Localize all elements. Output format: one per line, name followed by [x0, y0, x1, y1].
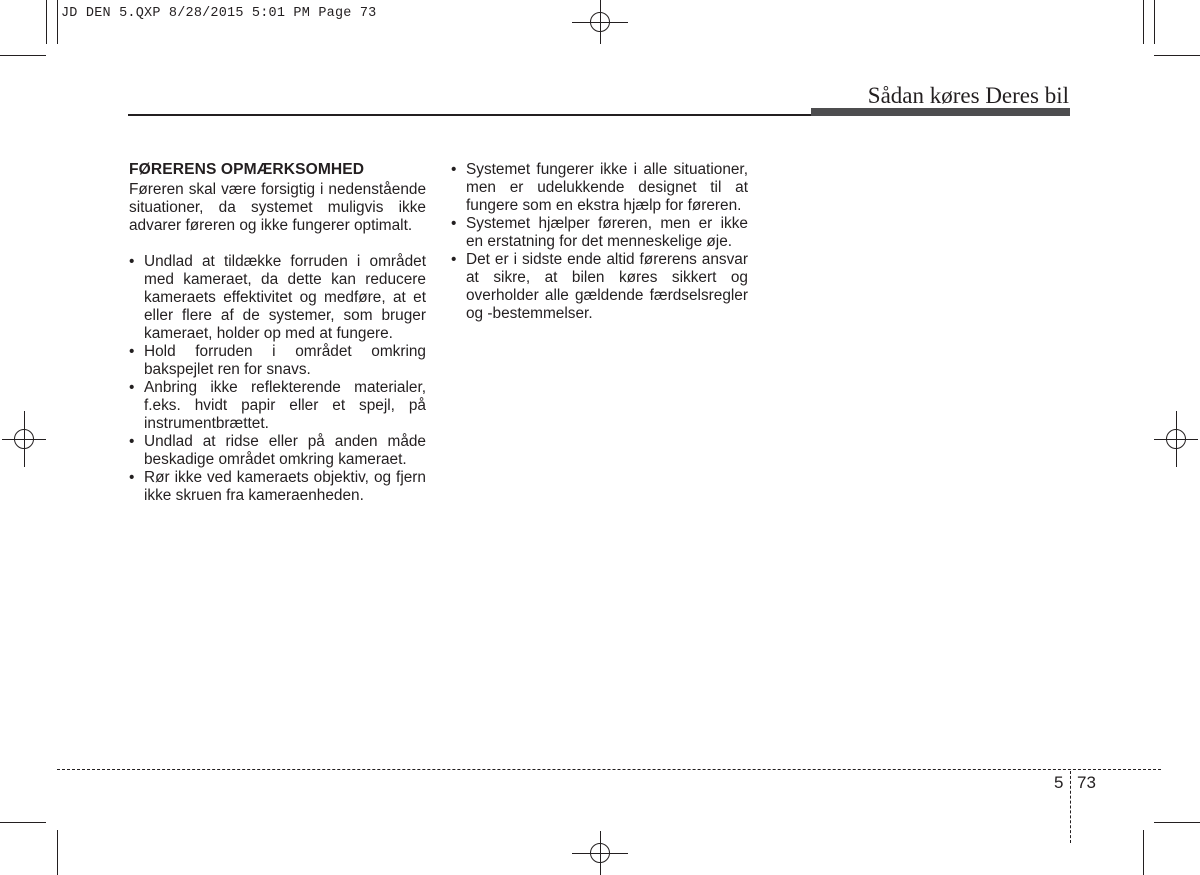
- list-item-text: Anbring ikke reflekterende materialer, f.eks. hvidt papir eller et spejl, på instrumentbrættet.: [144, 379, 426, 432]
- list-item: [451, 215, 748, 251]
- crop-mark-top-left-v2: [57, 0, 58, 44]
- registration-mark-bottom: [572, 831, 628, 875]
- list-item: [129, 343, 426, 379]
- header-rule-accent: [811, 108, 1070, 116]
- list-item-text: Det er i sidste ende altid førerens ansvar at sikre, at bilen køres sikkert og overholder alle gældende færdselsregler og -bestemmelser.: [466, 251, 748, 322]
- left-bullet-list: [129, 253, 426, 505]
- footer-divider: [1070, 771, 1071, 843]
- crop-mark-bottom-right-h: [1154, 822, 1200, 823]
- bullet-icon: •: [451, 215, 457, 232]
- bullet-icon: •: [451, 251, 457, 268]
- list-item: [129, 469, 426, 505]
- registration-mark-top: [572, 0, 628, 44]
- section-heading: FØRERENS OPMÆRKSOMHED: [129, 161, 365, 178]
- list-item-text: Undlad at tildække forruden i området med kameraet, da dette kan reducere kameraets effektivitet og medføre, at et eller flere af de systemer, som bruger kameraet, holder op med at fungere.: [144, 253, 426, 342]
- list-item: [451, 251, 748, 323]
- footer-rule: [57, 769, 1161, 770]
- list-item-text: Undlad at ridse eller på anden måde beskadige området omkring kameraet.: [144, 433, 426, 468]
- crop-mark-bottom-right-v: [1143, 830, 1144, 875]
- list-item: [129, 379, 426, 433]
- bullet-icon: •: [129, 433, 135, 450]
- intro-paragraph: Føreren skal være forsigtig i nedenstående situationer, da systemet muligvis ikke advarer føreren og ikke fungerer optimalt.: [129, 181, 426, 234]
- right-bullet-list: [451, 161, 748, 323]
- header-rule: [128, 114, 812, 116]
- print-slug: JD DEN 5.QXP 8/28/2015 5:01 PM Page 73: [61, 6, 377, 21]
- registration-mark-left: [2, 411, 46, 467]
- chapter-title: Sådan køres Deres bil: [867, 83, 1069, 108]
- crop-mark-top-left-h: [0, 55, 46, 56]
- crop-mark-bottom-left-v: [57, 830, 58, 875]
- crop-mark-top-right-v2: [1143, 0, 1144, 44]
- left-column: [129, 161, 426, 505]
- bullet-icon: •: [451, 161, 457, 178]
- list-item: [451, 161, 748, 215]
- chapter-number: 5: [1054, 773, 1064, 792]
- list-item: [129, 433, 426, 469]
- list-item: [129, 253, 426, 343]
- bullet-icon: •: [129, 253, 135, 270]
- list-item-text: Rør ikke ved kameraets objektiv, og fjern ikke skruen fra kameraenheden.: [144, 469, 426, 504]
- crop-mark-top-right-v: [1154, 0, 1155, 44]
- crop-mark-top-left-v: [46, 0, 47, 44]
- bullet-icon: •: [129, 343, 135, 360]
- bullet-icon: •: [129, 469, 135, 486]
- crop-mark-bottom-left-h: [0, 822, 46, 823]
- list-item-text: Systemet hjælper føreren, men er ikke en erstatning for det menneskelige øje.: [466, 215, 748, 250]
- page-number: 73: [1077, 773, 1096, 792]
- bullet-icon: •: [129, 379, 135, 396]
- right-column: [451, 161, 748, 323]
- list-item-text: Systemet fungerer ikke i alle situationer, men er udelukkende designet til at fungere som en ekstra hjælp for føreren.: [466, 161, 748, 214]
- list-item-text: Hold forruden i området omkring bakspejlet ren for snavs.: [144, 343, 426, 378]
- crop-mark-top-right-h: [1154, 55, 1200, 56]
- registration-mark-right: [1154, 411, 1198, 467]
